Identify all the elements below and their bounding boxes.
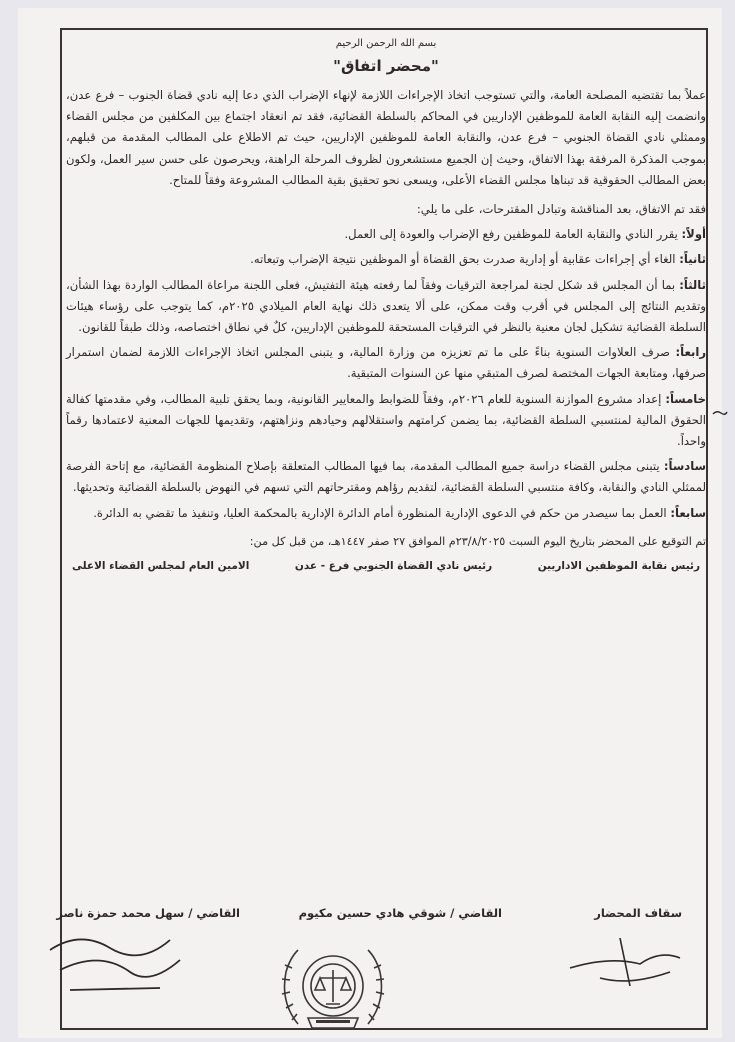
item-1-lead: أولاً: [681,227,706,242]
item-7 [66,503,706,524]
name-secretary-general: القاضي / سهل محمد حمزة ناصر [56,906,240,920]
item-3-lead: ثالثاً: [679,277,706,292]
name-club-president: القاضي / شوقي هادي حسين مكيوم [298,906,502,920]
signatory-roles [66,560,706,572]
item-1-text: يقرر النادي والنقابة العامة للموظفين رفع الإضراب والعودة إلى العمل. [344,227,682,242]
item-6-lead: سادساً: [663,459,706,474]
item-2-lead: ثانياً: [679,252,706,267]
item-7-lead: سابعاً: [670,505,706,520]
document-body [66,38,706,572]
document-title: "محضر اتفاق" [333,57,439,75]
signature-secretary-general [40,920,190,1010]
basmala: بسم الله الرحمن الرحيم [335,38,437,49]
item-3-text: بما أن المجلس قد شكل لجنة لمراجعة الترقيات وفقاً لما رفعته هيئة التفتيش، فعلى اللجنة مراعاة المطالب الواردة بهذا الشأن، وتقديم النتائج إلى المجلس في أقرب وقت ممكن، على ألا يتعدى ذلك نهاية العام الميلادي ٢٠٢٥م، كما يتوجب على رؤساء هيئات السلطة القضائية تشكيل لجان معنية بالنظر في الترقيات المستحقة للموظفين الإداريين، كلٌ في نطاق اختصاصه، وذلك طبقاً للقانون. [66,277,706,335]
item-5-text: إعداد مشروع الموازنة السنوية للعام ٢٠٢٦م، وفقاً للضوابط والمعايير القانونية، وبما يحقق تلبية المطالب، وفي مقدمتها كفالة الحقوق المالية لمنتسبي السلطة القضائية، بما يضمن كرامتهم واستقلالهم وحيادهم ونزاهتهم، وتقديمها للجهات المعنية لاعتمادها رقماً واحداً. [66,391,706,449]
item-5 [66,389,706,453]
signing-statement: تم التوقيع على المحضر بتاريخ اليوم السبت ٢٣/٨/٢٠٢٥م الموافق ٢٧ صفر ١٤٤٧هـ، من قبل كل من: [249,534,706,548]
intro-paragraph: عملاً بما تقتضيه المصلحة العامة، والتي تستوجب اتخاذ الإجراءات اللازمة لإنهاء الإضراب الذي دعا إليه نادي قضاة الجنوب – فرع عدن، وانضمت إليه النقابة العامة للموظفين الإداريين في المحاكم بالسلطة القضائية، فقد تم انعقاد اجتماع بين المكلفين من مجلس القضاء وممثلي نادي القضاة الجنوبي – فرع عدن، والنقابة العامة للموظفين الإداريين، حيث تم الاطلاع على المطالب المقدمة من قبلهم، بموجب المذكرة المرفقة بهذا الاتفاق، وحيث إن الجميع مستشعرون لظروف المرحلة الراهنة، ويحرصون على حسن سير العمل، ولكون بعض المطالب الحقوقية قد تبناها مجلس القضاء الأعلى، ويسعى نحو تحقيق بقية المطالب المشروعة وفقاً للمتاح. [66,88,706,187]
item-6-text: يتبنى مجلس القضاء دراسة جميع المطالب المقدمة، بما فيها المطالب المتعلقة بإصلاح المنظومة القضائية، مع إتاحة الفرصة لممثلي النادي والنقابة، وكافة منتسبي السلطة القضائية، لتقديم رؤاهم ومقترحاتهم التي تسهم في النهوض بالسلطة القضائية وتحديثها. [66,459,706,495]
signature-union-president [560,928,700,998]
role-club-president: رئيس نادي القضاة الجنوبي فرع - عدن [294,559,493,572]
item-2-text: الغاء أي إجراءات عقابية أو إدارية صدرت بحق القضاة أو الموظفين نتيجة الإضراب وتبعاته. [250,252,680,267]
item-2 [66,249,706,270]
item-5-lead: خامساً: [665,391,706,406]
item-1 [66,224,706,245]
item-7-text: العمل بما سيصدر من حكم في الدعوى الإدارية المنظورة أمام الدائرة الإدارية بالمحكمة العليا، وتنفيذ ما تقضي به الدائرة. [93,505,671,520]
item-4-lead: رابعاً: [675,345,706,360]
agreement-intro: فقد تم الاتفاق، بعد المناقشة وتبادل المقترحات، على ما يلي: [416,202,706,217]
item-4-text: صرف العلاوات السنوية بناءً على ما تم تعزيزه من وزارة المالية، و يتبنى المجلس اتخاذ الإجراءات اللازمة لضمان استمرار صرفها، ومتابعة الجهات المختصة لصرف المتبقي منها عن السنوات المتبقية. [66,345,706,381]
official-seal [268,932,398,1032]
role-union-president: رئيس نقابة الموظفين الاداريين [537,559,700,572]
role-secretary-general: الامين العام لمجلس القضاء الاعلى [72,559,250,572]
margin-tick-mark [712,408,728,418]
item-6 [66,456,706,498]
item-3 [66,275,706,339]
name-union-president: سقاف المحضار [594,906,682,920]
item-4 [66,342,706,384]
